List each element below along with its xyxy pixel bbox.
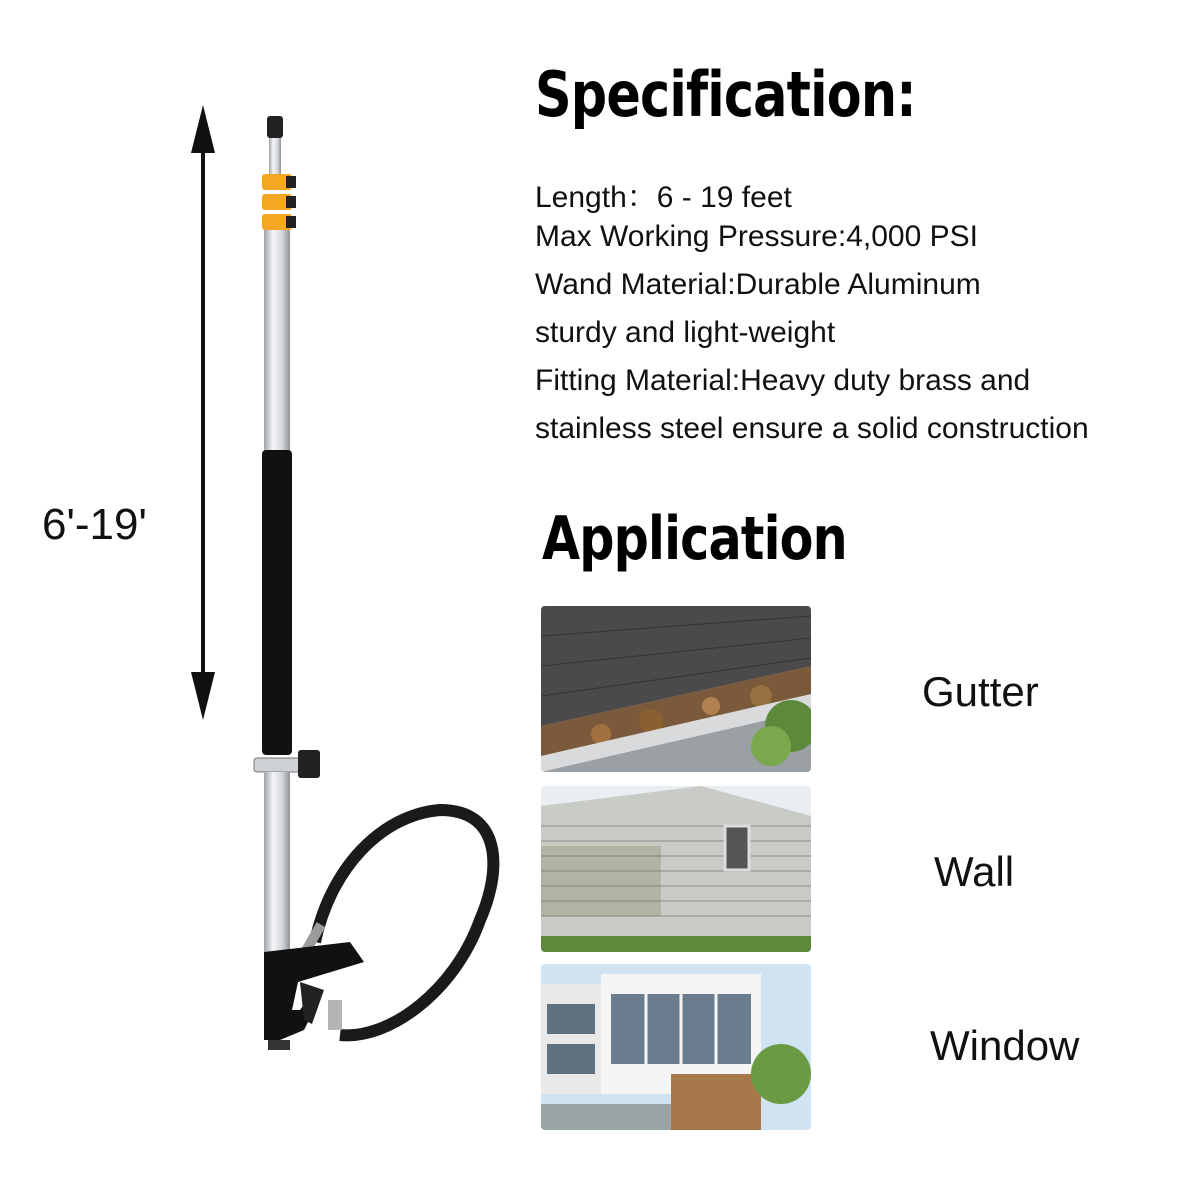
spec-wand-material-detail: sturdy and light-weight xyxy=(535,316,836,349)
length-range-label: 6'-19' xyxy=(42,500,147,549)
application-label-window: Window xyxy=(930,1022,1080,1069)
spec-fitting-material-detail: stainless steel ensure a solid construction xyxy=(535,412,1089,445)
wall-photo xyxy=(541,786,811,952)
spec-length: Length：6 - 19 feet xyxy=(535,181,792,214)
gutter-photo xyxy=(541,606,811,772)
spec-wand-material: Wand Material:Durable Aluminum xyxy=(535,268,981,301)
height-arrow xyxy=(188,105,218,720)
application-label-gutter: Gutter xyxy=(922,668,1039,715)
specification-title: Specification: xyxy=(535,58,916,131)
telescoping-wand-image xyxy=(240,110,510,1070)
spec-pressure: Max Working Pressure:4,000 PSI xyxy=(535,220,978,253)
application-title: Application xyxy=(542,504,847,574)
application-label-wall: Wall xyxy=(934,848,1015,895)
window-photo xyxy=(541,964,811,1130)
spec-fitting-material: Fitting Material:Heavy duty brass and xyxy=(535,364,1031,397)
